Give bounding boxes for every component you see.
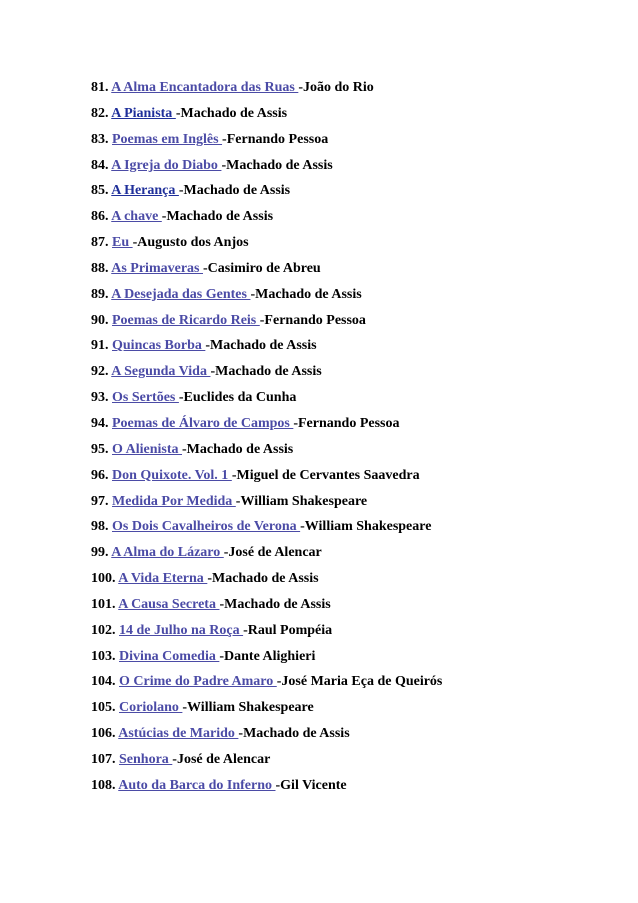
- book-author: -Machado de Assis: [182, 441, 294, 457]
- book-author: -Fernando Pessoa: [259, 312, 366, 328]
- book-title-link[interactable]: A Pianista: [111, 105, 176, 121]
- list-item: [91, 414, 442, 440]
- entry-number: 92.: [91, 364, 109, 380]
- entry-number: 104.: [91, 674, 116, 690]
- list-item: [91, 595, 442, 621]
- book-author: -Machado de Assis: [207, 571, 319, 587]
- list-item: [91, 569, 442, 595]
- book-title-link[interactable]: A Vida Eterna: [118, 571, 208, 587]
- book-title-link[interactable]: 14 de Julho na Roça: [119, 622, 244, 638]
- entry-number: 96.: [91, 467, 109, 483]
- book-title-link[interactable]: Astúcias de Marido: [118, 726, 239, 742]
- entry-number: 85.: [91, 183, 109, 199]
- entry-number: 98.: [91, 519, 109, 535]
- list-item: [91, 207, 442, 233]
- list-item: [91, 466, 442, 492]
- list-item: [91, 543, 442, 569]
- book-title-link[interactable]: Os Dois Cavalheiros de Verona: [112, 519, 301, 535]
- list-item: [91, 672, 442, 698]
- book-list: [91, 78, 442, 802]
- entry-number: 101.: [91, 596, 116, 612]
- book-title-link[interactable]: Medida Por Medida: [112, 493, 236, 509]
- book-title-link[interactable]: O Crime do Padre Amaro: [119, 674, 277, 690]
- book-author: -Dante Alighieri: [219, 648, 316, 664]
- list-item: [91, 233, 442, 259]
- entry-number: 86.: [91, 209, 109, 225]
- book-title-link[interactable]: A Desejada das Gentes: [111, 286, 251, 302]
- entry-number: 102.: [91, 622, 116, 638]
- entry-number: 93.: [91, 390, 109, 406]
- book-title-link[interactable]: O Alienista: [112, 441, 183, 457]
- book-title-link[interactable]: Poemas de Álvaro de Campos: [112, 415, 294, 431]
- book-author: -Machado de Assis: [161, 209, 274, 225]
- entry-number: 91.: [91, 338, 109, 354]
- book-title-link[interactable]: A chave: [111, 209, 162, 225]
- book-author: -Machado de Assis: [175, 105, 288, 121]
- list-item: [91, 285, 442, 311]
- entry-number: 81.: [91, 80, 109, 95]
- list-item: [91, 492, 442, 518]
- book-author: -William Shakespeare: [182, 700, 314, 716]
- book-title-link[interactable]: A Herança: [111, 183, 179, 199]
- book-author: -Machado de Assis: [178, 183, 291, 199]
- entry-number: 87.: [91, 235, 109, 251]
- list-item: [91, 776, 442, 802]
- book-title-link[interactable]: Quincas Borba: [112, 338, 206, 354]
- entry-number: 90.: [91, 312, 109, 328]
- book-author: -Gil Vicente: [275, 777, 347, 793]
- book-author: -Miguel de Cervantes Saavedra: [231, 467, 420, 483]
- book-title-link[interactable]: Senhora: [119, 751, 173, 767]
- entry-number: 94.: [91, 415, 109, 431]
- list-item: [91, 621, 442, 647]
- book-author: -Machado de Assis: [219, 596, 331, 612]
- list-item: [91, 698, 442, 724]
- list-item: [91, 724, 442, 750]
- entry-number: 95.: [91, 441, 109, 457]
- list-item: [91, 130, 442, 156]
- list-item: [91, 388, 442, 414]
- book-title-link[interactable]: Divina Comedia: [119, 648, 220, 664]
- book-author: -José Maria Eça de Queirós: [276, 674, 443, 690]
- entry-number: 84.: [91, 157, 109, 173]
- list-item: [91, 647, 442, 673]
- book-title-link[interactable]: Poemas em Inglês: [112, 131, 223, 147]
- entry-number: 108.: [91, 777, 116, 793]
- book-title-link[interactable]: Auto da Barca do Inferno: [118, 777, 276, 793]
- list-item: [91, 181, 442, 207]
- list-item: [91, 311, 442, 337]
- list-item: [91, 259, 442, 285]
- list-item: [91, 362, 442, 388]
- entry-number: 82.: [91, 105, 109, 121]
- entry-number: 107.: [91, 751, 116, 767]
- book-title-link[interactable]: Poemas de Ricardo Reis: [112, 312, 260, 328]
- list-item: [91, 78, 442, 104]
- book-title-link[interactable]: A Alma Encantadora das Ruas: [111, 80, 299, 95]
- entry-number: 99.: [91, 545, 109, 561]
- entry-number: 105.: [91, 700, 116, 716]
- list-item: [91, 104, 442, 130]
- book-author: -Casimiro de Abreu: [203, 260, 321, 276]
- list-item: [91, 440, 442, 466]
- book-author: -José de Alencar: [223, 545, 322, 561]
- book-author: -Fernando Pessoa: [222, 131, 329, 147]
- book-author: -João do Rio: [298, 80, 374, 95]
- book-author: -Fernando Pessoa: [293, 415, 400, 431]
- entry-number: 103.: [91, 648, 116, 664]
- book-title-link[interactable]: A Causa Secreta: [118, 596, 220, 612]
- entry-number: 97.: [91, 493, 109, 509]
- list-item: [91, 336, 442, 362]
- book-title-link[interactable]: A Segunda Vida: [111, 364, 211, 380]
- book-author: -Euclides da Cunha: [178, 390, 297, 406]
- book-title-link[interactable]: As Primaveras: [111, 260, 203, 276]
- entry-number: 100.: [91, 571, 116, 587]
- book-author: -Machado de Assis: [210, 364, 322, 380]
- book-author: -Raul Pompéia: [243, 622, 333, 638]
- book-author: -Machado de Assis: [205, 338, 317, 354]
- book-title-link[interactable]: Coriolano: [119, 700, 183, 716]
- list-item: [91, 517, 442, 543]
- book-title-link[interactable]: A Igreja do Diabo: [111, 157, 222, 173]
- book-author: -William Shakespeare: [235, 493, 368, 509]
- book-author: -José de Alencar: [172, 751, 271, 767]
- book-author: -William Shakespeare: [300, 519, 432, 535]
- list-item: [91, 750, 442, 776]
- entry-number: 106.: [91, 726, 116, 742]
- book-author: -Machado de Assis: [250, 286, 362, 302]
- entry-number: 83.: [91, 131, 109, 147]
- entry-number: 89.: [91, 286, 109, 302]
- entry-number: 88.: [91, 260, 109, 276]
- book-author: -Machado de Assis: [221, 157, 333, 173]
- book-author: -Machado de Assis: [238, 726, 350, 742]
- book-title-link[interactable]: Don Quixote. Vol. 1: [112, 467, 232, 483]
- list-item: [91, 156, 442, 182]
- book-title-link[interactable]: Eu: [112, 235, 133, 251]
- book-author: -Augusto dos Anjos: [132, 235, 249, 251]
- book-title-link[interactable]: A Alma do Lázaro: [111, 545, 224, 561]
- book-title-link[interactable]: Os Sertões: [112, 390, 179, 406]
